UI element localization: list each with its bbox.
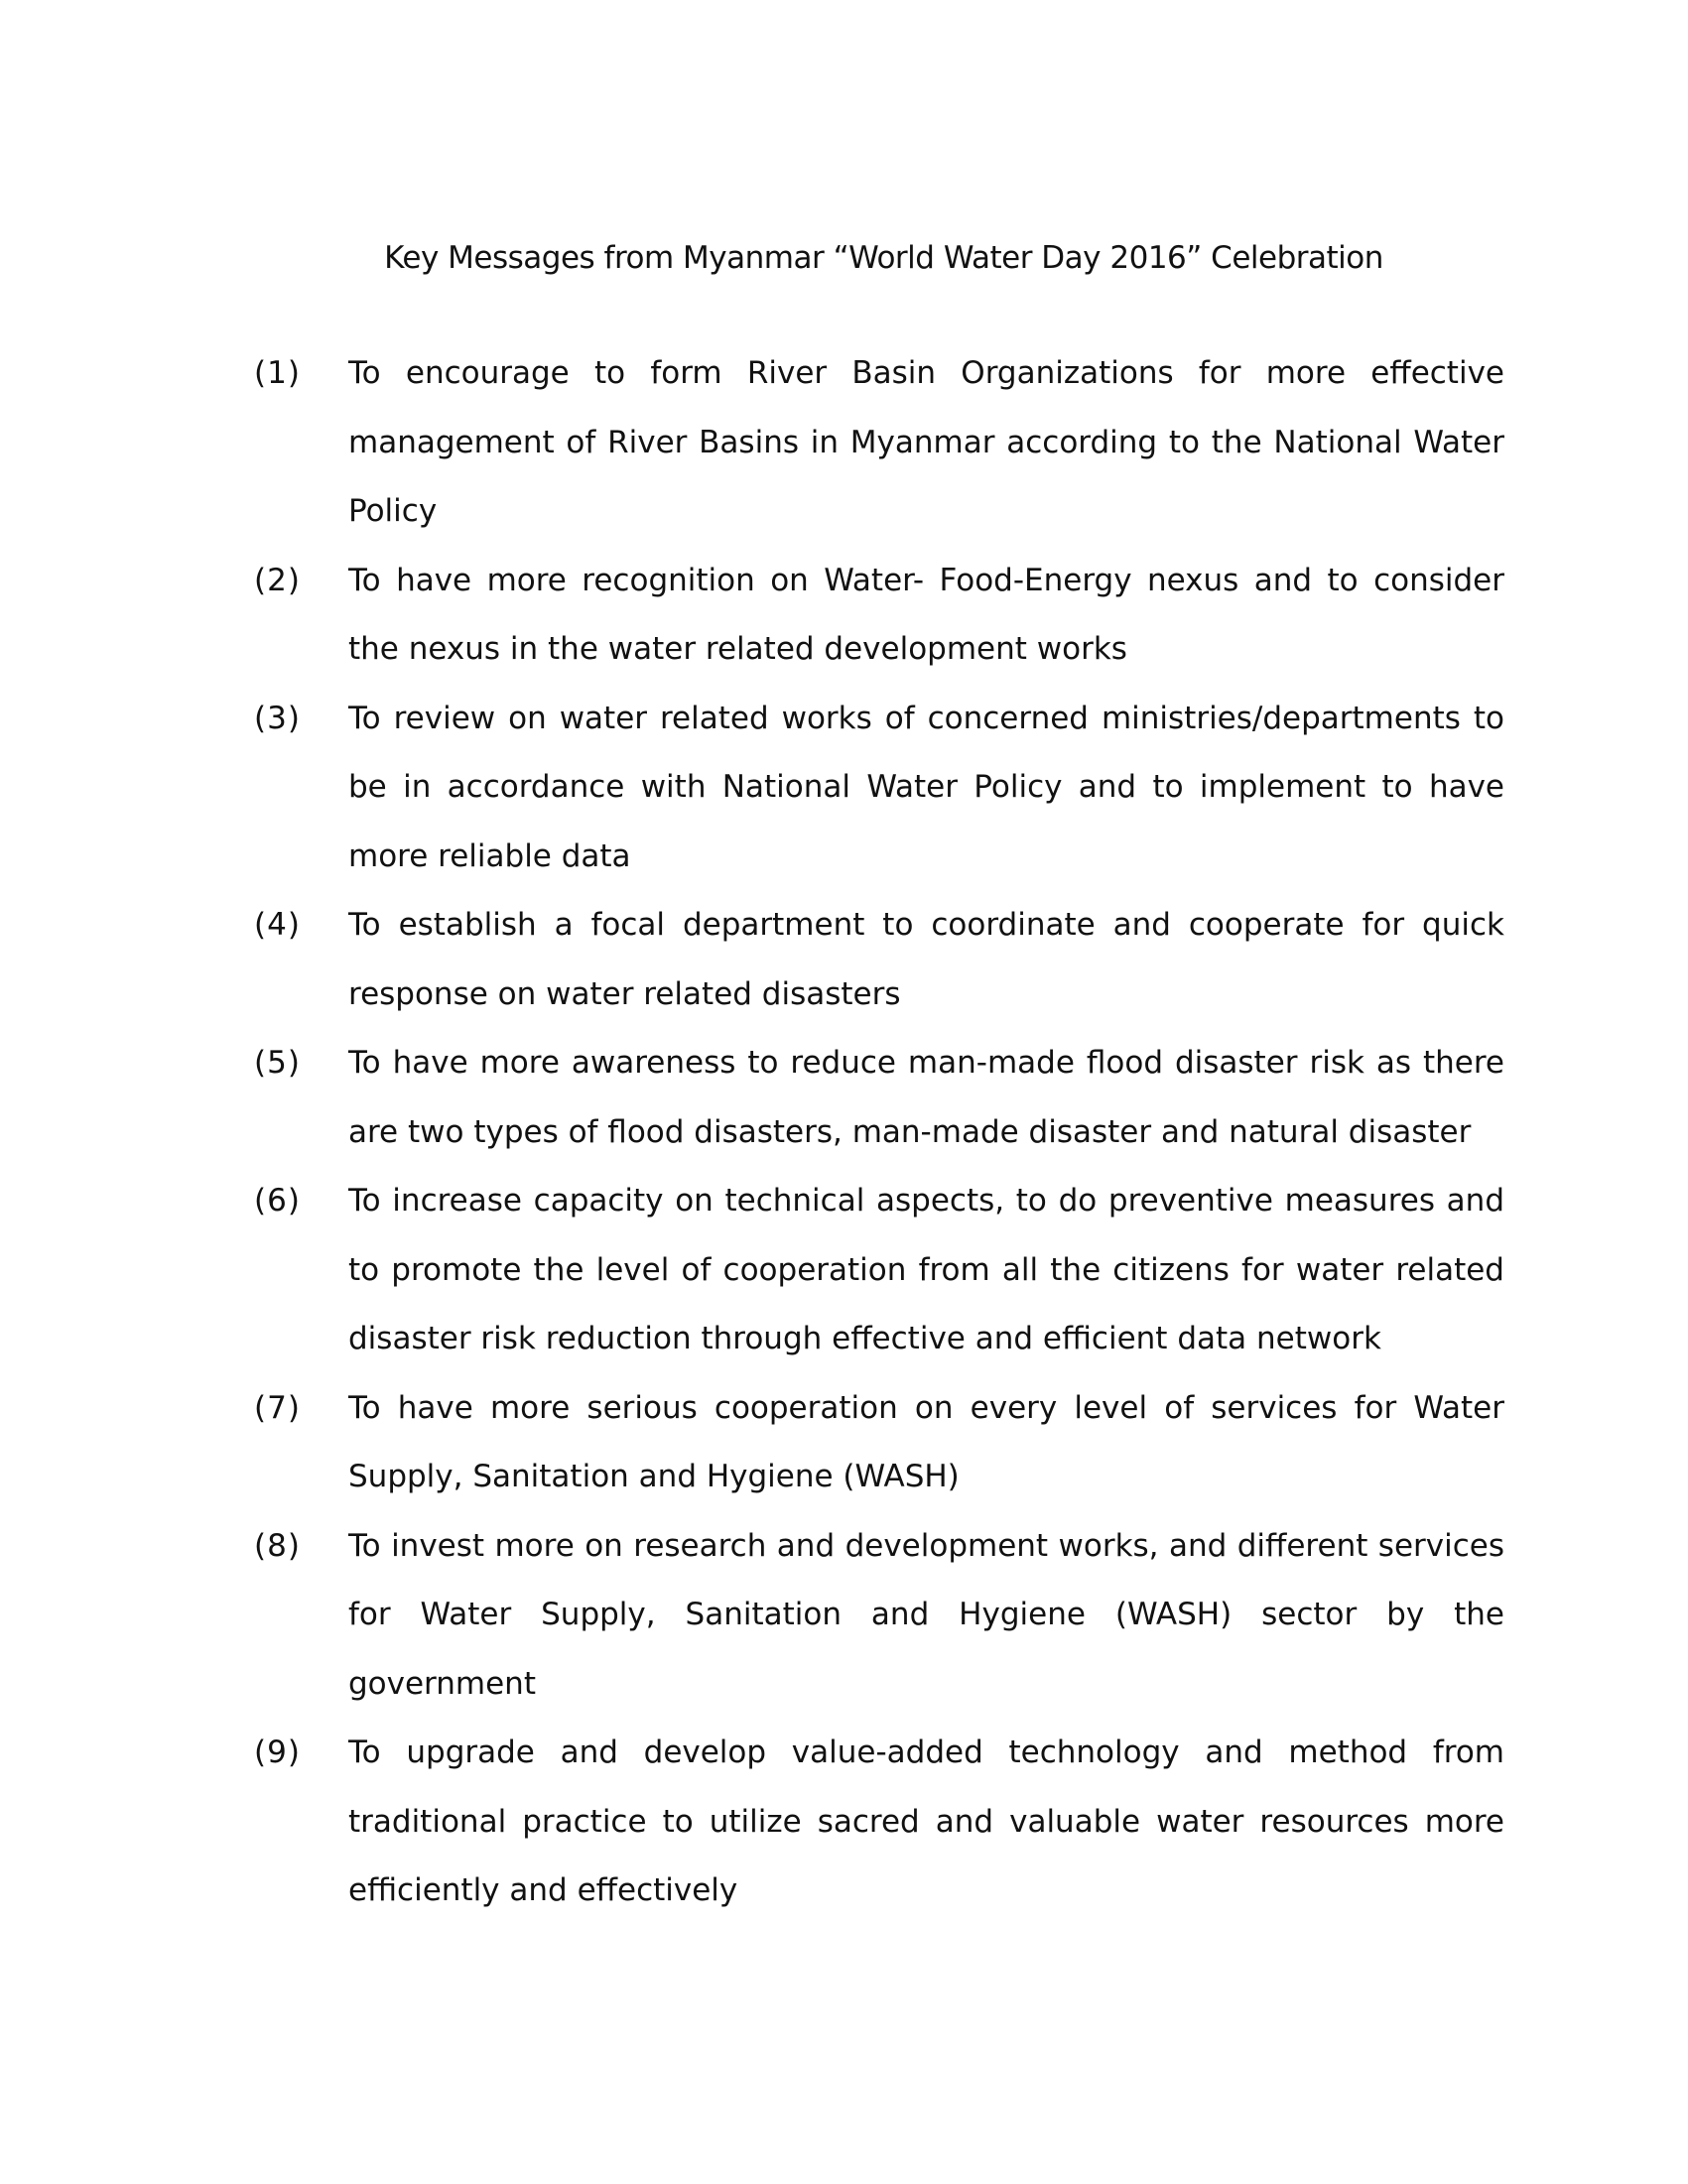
item-text: To encourage to form River Basin Organizations for more effective management of River Basins in Myanmar according to the National Water Policy bbox=[348, 355, 1504, 529]
item-number: (9) bbox=[254, 1734, 301, 1770]
item-number: (4) bbox=[254, 907, 301, 943]
list-item bbox=[254, 339, 1504, 547]
item-text: To review on water related works of concerned ministries/departments to be in accordance with National Water Policy and to implement to have more reliable data bbox=[348, 700, 1504, 874]
list-item bbox=[254, 1029, 1504, 1167]
list-item bbox=[254, 547, 1504, 685]
item-text: To increase capacity on technical aspects, to do preventive measures and to promote the level of cooperation from all the citizens for water related disaster risk reduction through effective and efficient data network bbox=[348, 1183, 1504, 1356]
item-number: (8) bbox=[254, 1527, 301, 1564]
item-number: (1) bbox=[254, 355, 301, 391]
item-text: To establish a focal department to coordinate and cooperate for quick response on water related disasters bbox=[348, 907, 1504, 1012]
item-text: To upgrade and develop value-added technology and method from traditional practice to utilize sacred and valuable water resources more efficiently and effectively bbox=[348, 1734, 1504, 1908]
item-text: To have more recognition on Water- Food-Energy nexus and to consider the nexus in the water related development works bbox=[348, 562, 1504, 667]
document-title: Key Messages from Myanmar “World Water Day 2016” Celebration bbox=[384, 240, 1383, 276]
list-item bbox=[254, 1167, 1504, 1374]
list-item bbox=[254, 1374, 1504, 1512]
list-item bbox=[254, 1512, 1504, 1720]
item-number: (3) bbox=[254, 700, 301, 736]
item-number: (2) bbox=[254, 562, 301, 598]
list-item bbox=[254, 1719, 1504, 1926]
item-text: To invest more on research and development works, and different services for Water Supply, Sanitation and Hygiene (WASH) sector by the government bbox=[348, 1527, 1504, 1702]
key-messages-list bbox=[254, 339, 1504, 1926]
item-text: To have more serious cooperation on every level of services for Water Supply, Sanitation and Hygiene (WASH) bbox=[348, 1389, 1504, 1494]
list-item bbox=[254, 685, 1504, 892]
list-item bbox=[254, 891, 1504, 1029]
item-number: (7) bbox=[254, 1389, 301, 1426]
item-text: To have more awareness to reduce man-made flood disaster risk as there are two types of flood disasters, man-made disaster and natural disaster bbox=[348, 1045, 1504, 1150]
item-number: (5) bbox=[254, 1045, 301, 1081]
item-number: (6) bbox=[254, 1183, 301, 1219]
